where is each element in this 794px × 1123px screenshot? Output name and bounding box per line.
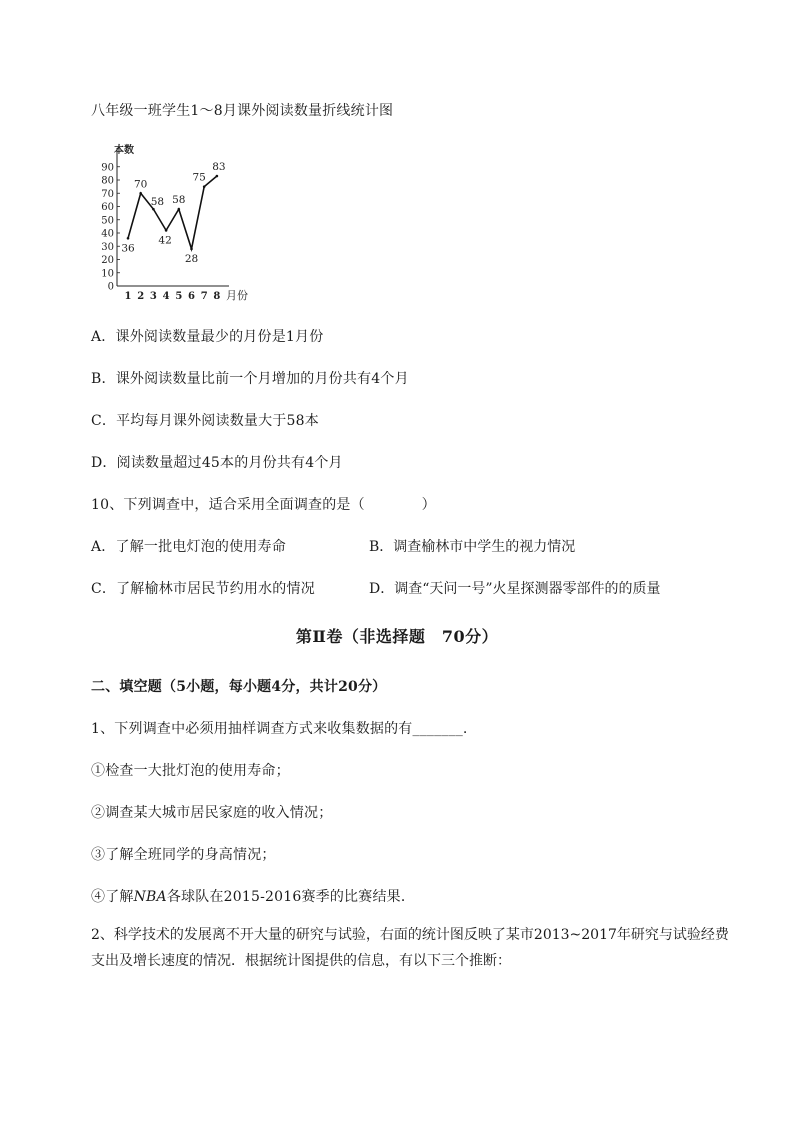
y-tick-label: 0: [107, 281, 114, 293]
data-label: 75: [192, 171, 206, 184]
q9-option-c: C．平均每月课外阅读数量大于58本: [91, 413, 319, 429]
y-tick-label: 70: [101, 188, 114, 200]
data-label: 58: [150, 196, 165, 209]
data-point: [165, 229, 168, 232]
q9-option-a: A．课外阅读数量最少的月份是1月份: [91, 329, 324, 345]
q10-option-d: D．调查“天问一号”火星探测器零部件的的质量: [369, 581, 661, 597]
data-label: 83: [212, 161, 226, 174]
data-point: [190, 248, 193, 251]
chart-caption: 八年级一班学生1～8月课外阅读数量折线统计图: [91, 103, 394, 119]
data-point: [152, 208, 155, 211]
fq1-item-2: ②调查某大城市居民家庭的收入情况；: [91, 805, 333, 821]
section-2-title: 第Ⅱ卷（非选择题 70分）: [295, 627, 499, 646]
x-axis-label: 月份: [226, 289, 248, 302]
x-tick-label: 1: [124, 291, 132, 302]
fq1-item-4-suffix: 各球队在2015-2016赛季的比赛结果．: [166, 889, 416, 905]
data-label: 42: [158, 234, 172, 247]
y-tick-label: 60: [101, 202, 114, 213]
y-tick-label: 20: [101, 255, 114, 266]
fill-blank-header: 二、填空题（5小题，每小题4分，共计20分）: [91, 679, 387, 695]
data-label: 36: [121, 242, 135, 255]
y-tick-label: 40: [101, 228, 114, 240]
q9-option-d: D．阅读数量超过45本的月份共有4个月: [91, 455, 343, 471]
y-tick-label: 50: [101, 215, 114, 227]
y-tick-label: 10: [101, 268, 114, 280]
x-tick-label: 7: [200, 291, 208, 302]
fq1-item-4-prefix: ④了解: [91, 889, 134, 905]
q9-option-b: B．课外阅读数量比前一个月增加的月份共有4个月: [91, 371, 409, 387]
data-point: [139, 192, 142, 195]
x-tick-label: 3: [149, 291, 157, 302]
fq1-item-1: ①检查一大批灯泡的使用寿命；: [91, 763, 290, 779]
data-point: [127, 237, 130, 240]
x-axis-ticks: [125, 291, 221, 302]
x-tick-label: 4: [162, 291, 170, 302]
data-point: [203, 185, 206, 188]
x-tick-label: 8: [213, 291, 221, 302]
data-point: [178, 208, 181, 211]
y-axis-label: 本数: [114, 145, 134, 156]
data-label: 58: [172, 194, 186, 207]
data-label: 28: [184, 252, 199, 265]
x-tick-label: 6: [188, 291, 195, 302]
y-tick-label: 80: [101, 175, 114, 187]
fq1-stem: 1、下列调查中必须用抽样调查方式来收集数据的有_______.: [91, 721, 468, 737]
fq1-item-3: ③了解全班同学的身高情况；: [91, 847, 276, 863]
data-point: [216, 175, 219, 178]
line-chart: [95, 140, 265, 305]
y-tick-label: 90: [101, 162, 114, 174]
data-labels: [121, 161, 225, 265]
q10-stem: 10、下列调查中，适合采用全面调查的是（ ）: [91, 497, 436, 513]
fq1-item-4-nba: NBA: [133, 889, 167, 905]
y-tick-label: 30: [101, 241, 114, 253]
data-label: 70: [134, 178, 148, 191]
q10-option-c: C．了解榆林市居民节约用水的情况: [91, 581, 315, 597]
fq2-text: 2、科学技术的发展离不开大量的研究与试验，右面的统计图反映了某市2013~2017年研究与试验经费支出及增长速度的情况．根据统计图提供的信息，有以下三个推断：: [91, 927, 729, 969]
q10-option-a: A．了解一批电灯泡的使用寿命: [91, 539, 286, 555]
x-tick-label: 2: [137, 291, 145, 302]
fq1-item-4: [91, 886, 415, 906]
q10-option-b: B．调查榆林市中学生的视力情况: [369, 539, 576, 555]
x-tick-label: 5: [175, 291, 183, 302]
